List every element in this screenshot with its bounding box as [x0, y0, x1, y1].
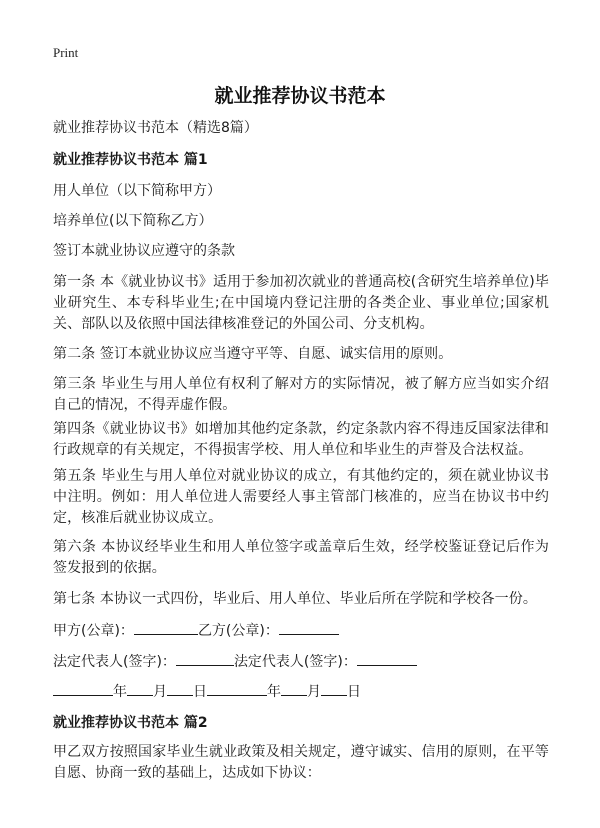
print-link[interactable]: Print [53, 45, 79, 60]
party-a-seal-label: 甲方(公章)： [53, 623, 134, 639]
party-b-seal-blank [279, 620, 339, 635]
seal-line [53, 620, 553, 642]
employer-line: 用人单位（以下简称甲方） [53, 183, 221, 199]
month-label-1: 月 [153, 684, 167, 700]
legal-rep-label-2: 法定代表人(签字)： [233, 654, 357, 670]
article-2: 第二条 签订本就业协议应当遵守平等、自愿、诚实信用的原则。 [53, 346, 453, 362]
trainer-line: 培养单位(以下简称乙方） [53, 213, 213, 229]
date-line [53, 681, 553, 703]
page-title: 就业推荐协议书范本 [214, 85, 386, 107]
day-blank-2 [321, 681, 347, 696]
year-label-2: 年 [267, 684, 281, 700]
month-blank-2 [281, 681, 307, 696]
year-label-1: 年 [113, 684, 127, 700]
legal-rep-line [53, 651, 553, 673]
article-7: 第七条 本协议一式四份，毕业后、用人单位、毕业后所在学院和学校各一份。 [53, 591, 537, 607]
party-a-seal-blank [134, 620, 198, 635]
article-1: 第一条 本《就业协议书》适用于参加初次就业的普通高校(含研究生培养单位)毕业研究生、本专科毕业生;在中国境内登记注册的各类企业、事业单位;国家机关、部队以及依照中国法律核准登记的外国公司、分支机构。 [53, 274, 549, 332]
article-6: 第六条 本协议经毕业生和用人单位签字或盖章后生效，经学校鉴证登记后作为签发报到的依据。 [53, 539, 549, 576]
section-heading-1: 就业推荐协议书范本 篇1 [53, 152, 208, 168]
terms-intro: 签订本就业协议应遵守的条款 [53, 243, 235, 259]
legal-rep-blank-2 [357, 651, 417, 666]
day-label-2: 日 [347, 684, 361, 700]
day-label-1: 日 [193, 684, 207, 700]
legal-rep-blank-1 [176, 651, 234, 666]
section-heading-2: 就业推荐协议书范本 篇2 [53, 715, 208, 731]
month-label-2: 月 [307, 684, 321, 700]
legal-rep-label-1: 法定代表人(签字)： [53, 654, 176, 670]
article-5: 第五条 毕业生与用人单位对就业协议的成立，有其他约定的，须在就业协议书中注明。例如：用人单位进人需要经人事主管部门核准的，应当在协议书中约定，核准后就业协议成立。 [53, 468, 549, 526]
article-3: 第三条 毕业生与用人单位有权利了解对方的实际情况，被了解方应当如实介绍自己的情况，不得弄虚作假。 [53, 376, 549, 413]
article-4: 第四条《就业协议书》如增加其他约定条款，约定条款内容不得违反国家法律和行政规章的有关规定，不得损害学校、用人单位和毕业生的声誉及合法权益。 [53, 421, 549, 458]
month-blank-1 [127, 681, 153, 696]
document-subtitle: 就业推荐协议书范本（精选8篇） [53, 120, 258, 136]
year-blank-1 [53, 681, 113, 696]
day-blank-1 [167, 681, 193, 696]
section-2-intro: 甲乙双方按照国家毕业生就业政策及相关规定，遵守诚实、信用的原则，在平等自愿、协商一致的基础上，达成如下协议： [53, 744, 549, 781]
party-b-seal-label: 乙方(公章)： [197, 623, 279, 639]
year-blank-2 [207, 681, 267, 696]
